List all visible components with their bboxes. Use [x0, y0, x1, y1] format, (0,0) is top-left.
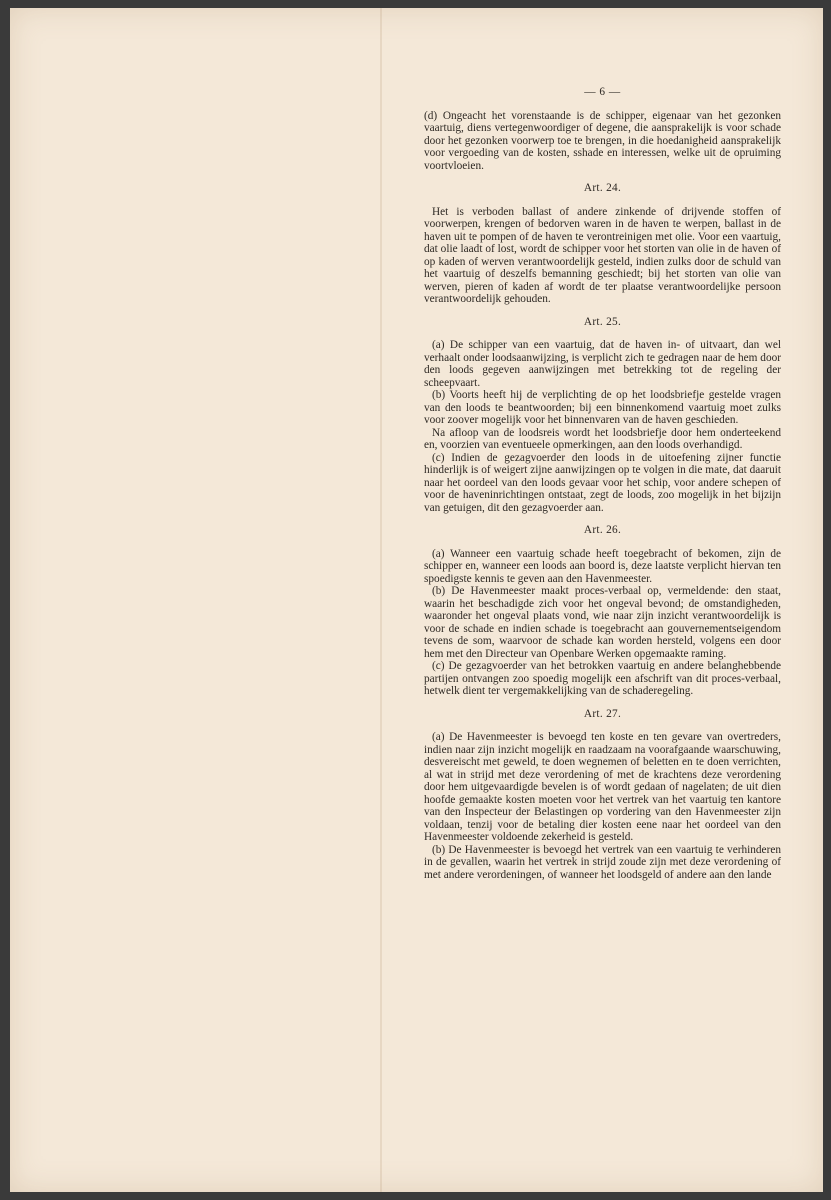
paragraph-art25-b: (b) Voorts heeft hij de verplichting de op het loodsbriefje gestelde vragen van den loods te beantwoorden; bij een binnenkomend vaartuig moet zulks voor zoover mogelijk voor het binnenvaren van de haven geschieden.	[424, 389, 781, 426]
article-heading-26: Art. 26.	[583, 524, 622, 536]
paragraph-art23-d: (d) Ongeacht het vorenstaande is de schipper, eigenaar van het gezonken vaartuig, diens vertegenwoordiger of degene, die aansprakelijk is voor schade door het gezonken voorwerp toe te brengen, in die hoedanigheid aansprakelijk voor vergoeding van de kosten, sshade en interessen, welke uit de opruiming voortvloeien.	[424, 109, 781, 172]
paragraph-art25-a: (a) De schipper van een vaartuig, dat de haven in- of uitvaart, dan wel verhaalt onder loodsaanwijzing, is verplicht zich te gedragen naar de hem door den loods gegeven aanwijzingen met betrekking tot de regeling der scheepvaart.	[424, 339, 781, 389]
paragraph-art24: Het is verboden ballast of andere zinkende of drijvende stoffen of voorwerpen, krengen of bedorven waren in de haven te werpen, ballast in de haven uit te pompen of de haven te verontreinigen met olie. Voor een vaartuig, dat olie laadt of lost, wordt de schipper voor het storten van olie in de haven of op kaden of werven verantwoordelijk gesteld, indien zulks door de schuld van het vaartuig of deszelfs bemanning geschiedt; bij het storten van olie van werven, pieren of kaden af wordt de ter plaatse verantwoordelijke persoon verantwoordelijk gehouden.	[424, 205, 781, 305]
document-page	[10, 8, 823, 1192]
article-heading-24: Art. 24.	[583, 182, 622, 194]
paragraph-art27-b: (b) De Havenmeester is bevoegd het vertrek van een vaartuig te verhinderen in de gevallen, waarin het vertrek in strijd zoude zijn met deze verordening of met andere verordeningen, of wanneer het loodsgeld of andere aan den lande	[424, 843, 781, 881]
article-heading-25: Art. 25.	[583, 315, 622, 328]
page-number: — 6 —	[584, 86, 621, 98]
document-body	[424, 86, 781, 881]
paragraph-art27-a: (a) De Havenmeester is bevoegd ten koste en ten gevare van overtreders, indien naar zijn inzicht mogelijk en raadzaam na voorafgaande waarschuwing, desvereischt met geweld, te doen wegnemen of beletten en te doen verrichten, al wat in strijd met deze verordening of met de krachtens deze verordening door hem uitgevaardigde bevelen is of wordt gedaan of nagelaten; de uit dien hoofde gemaakte kosten moeten voor het vertrek van het vaartuig ten kantore van den Inspecteur der Belastingen op vordering van den Havenmeester zijn voldaan, tenzij voor de betaling dier kosten eene naar het oordeel van den Havenmeester voldoende zekerheid is gesteld.	[424, 731, 781, 843]
paragraph-art25-c: (c) Indien de gezagvoerder den loods in de uitoefening zijner functie hinderlijk is of weigert zijne aanwijzingen op te volgen in die mate, dat daaruit naar het oordeel van den loods gevaar voor het schip, voor andere schepen of voor de haveninrichtingen ontstaat, zegt de loods, zoo mogelijk in het bijzijn van getuigen, dit den gezagvoerder aan.	[424, 451, 781, 514]
paragraph-art26-b: (b) De Havenmeester maakt proces-verbaal op, vermeldende: den staat, waarin het beschadigde zich voor het ongeval bevond; de omstandigheden, waaronder het ongeval plaats vond, wie naar zijn inzicht verantwoordelijk is voor de schade en indien schade is toegebracht aan gouvernementseigendom tevens de som, waarvoor de schade kan worden hersteld, volgens een door hem met den Directeur van Openbare Werken opgemaakte raming.	[424, 585, 781, 660]
paper-fold	[380, 8, 382, 1192]
article-heading-27: Art. 27.	[583, 707, 622, 720]
paragraph-art25-b2: Na afloop van de loodsreis wordt het loodsbriefje door hem onderteekend en, voorzien van eventueele opmerkingen, aan den loods overhandigd.	[424, 426, 781, 451]
paragraph-art26-c: (c) De gezagvoerder van het betrokken vaartuig en andere belanghebbende partijen ontvangen zoo spoedig mogelijk een afschrift van dit proces-verbaal, hetwelk dient ter vergemakkelijking van de schaderegeling.	[424, 660, 781, 697]
paragraph-art26-a: (a) Wanneer een vaartuig schade heeft toegebracht of bekomen, zijn de schipper en, wanneer een loods aan boord is, deze laatste verplicht hiervan ten spoedigste kennis te geven aan den Havenmeester.	[424, 547, 781, 585]
